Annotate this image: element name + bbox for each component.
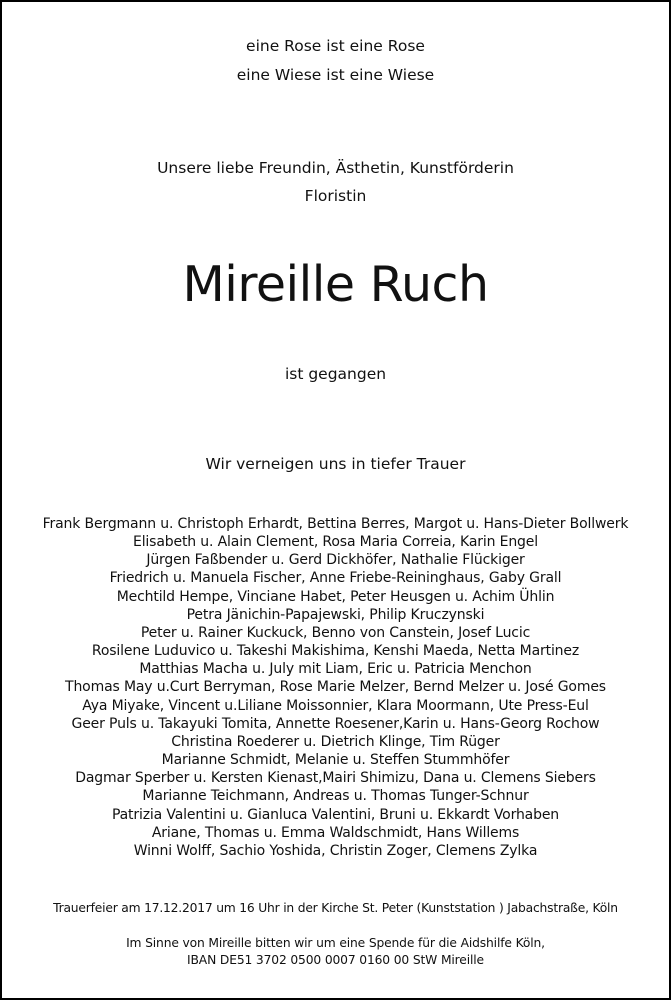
mourner-line: Friedrich u. Manuela Fischer, Anne Friebe-Reininghaus, Gaby Grall [109,570,562,587]
intro-line-2: Floristin [304,187,367,205]
ceremony-info: Trauerfeier am 17.12.2017 um 16 Uhr in der Kirche St. Peter (Kunststation ) Jabachstraße, Köln [53,901,618,915]
mourner-line: Petra Jänichin-Papajewski, Philip Kruczynski [186,606,485,623]
quote-line-2: eine Wiese ist eine Wiese [236,66,435,84]
deceased-name: Mireille Ruch [182,256,489,313]
intro-line-1: Unsere liebe Freundin, Ästhetin, Kunstförderin [157,159,514,177]
mourner-line: Ariane, Thomas u. Emma Waldschmidt, Hans Willems [151,824,520,841]
donation-line-1: Im Sinne von Mireille bitten wir um eine Spende für die Aidshilfe Köln, [126,936,545,950]
passed-text: ist gegangen [284,365,387,383]
mourner-line: Rosilene Luduvico u. Takeshi Makishima, Kenshi Maeda, Netta Martinez [91,643,580,660]
mourner-line: Frank Bergmann u. Christoph Erhardt, Bettina Berres, Margot u. Hans-Dieter Bollwerk [42,516,629,532]
mourners-list [2,515,669,860]
mourner-line: Dagmar Sperber u. Kersten Kienast,Mairi Shimizu, Dana u. Clemens Siebers [75,770,596,787]
mourner-line: Peter u. Rainer Kuckuck, Benno von Canstein, Josef Lucic [140,624,531,641]
mourner-line: Geer Puls u. Takayuki Tomita, Annette Roesener,Karin u. Hans-Georg Rochow [71,715,600,732]
mourner-line: Aya Miyake, Vincent u.Liliane Moissonnier, Klara Moormann, Ute Press-Eul [82,697,589,714]
mourner-line: Marianne Schmidt, Melanie u. Steffen Stummhöfer [161,752,510,769]
mourner-line: Thomas May u.Curt Berryman, Rose Marie Melzer, Bernd Melzer u. José Gomes [65,679,606,696]
mourner-line: Elisabeth u. Alain Clement, Rosa Maria Correia, Karin Engel [133,534,538,551]
mourner-line: Mechtild Hempe, Vinciane Habet, Peter Heusgen u. Achim Ühlin [116,588,555,605]
mourning-text: Wir verneigen uns in tiefer Trauer [205,455,466,473]
mourner-line: Matthias Macha u. July mit Liam, Eric u. Patricia Menchon [139,661,532,678]
donation-line-2: IBAN DE51 3702 0500 0007 0160 00 StW Mireille [187,953,484,967]
mourner-line: Marianne Teichmann, Andreas u. Thomas Tunger-Schnur [142,788,529,805]
mourner-line: Winni Wolff, Sachio Yoshida, Christin Zoger, Clemens Zylka [133,842,538,859]
mourner-line: Patrizia Valentini u. Gianluca Valentini, Bruni u. Ekkardt Vorhaben [111,806,560,823]
quote-line-1: eine Rose ist eine Rose [246,37,425,55]
mourner-line: Christina Roederer u. Dietrich Klinge, Tim Rüger [171,733,500,750]
mourner-line: Jürgen Faßbender u. Gerd Dickhöfer, Nathalie Flückiger [146,552,525,569]
